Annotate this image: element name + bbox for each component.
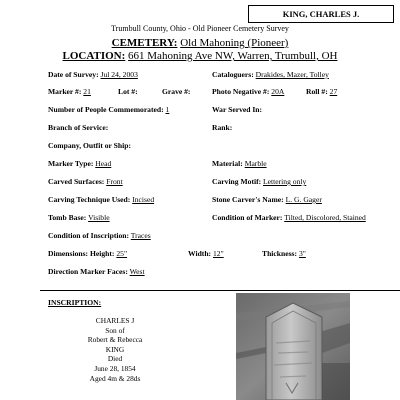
dimensions-height-label: Dimensions: Height: [48, 249, 115, 258]
branch-of-service-field [48, 123, 108, 132]
direction-label: Direction Marker Faces: [48, 267, 128, 276]
carving-motif-field [212, 177, 306, 186]
inscription-line: Robert & Rebecca [87, 335, 143, 345]
grave-number-label: Grave #: [162, 87, 191, 96]
thickness-label: Thickness: [262, 249, 298, 258]
date-of-survey-field [48, 70, 138, 79]
condition-of-marker-value: Tilted, Discolored, Stained [284, 213, 366, 222]
carved-surfaces-field [48, 177, 123, 186]
carved-surfaces-value: Front [106, 177, 123, 186]
inscription-line: Aged 4m & 28ds [89, 373, 141, 383]
rank-field [212, 123, 232, 132]
company-field [48, 141, 131, 150]
cemetery-value: Old Mahoning (Pioneer) [180, 37, 289, 49]
cemetery-line [0, 37, 400, 49]
width-field [188, 249, 224, 258]
war-served-label: War Served In: [212, 105, 263, 114]
lot-number-label: Lot #: [118, 87, 138, 96]
marker-type-field [48, 159, 111, 168]
inscription-line: KING [105, 344, 125, 354]
roll-number-field [306, 87, 337, 96]
inscription-text [60, 316, 170, 383]
people-commemorated-field [48, 105, 169, 114]
condition-of-marker-label: Condition of Marker: [212, 213, 283, 222]
inscription-line: Son of [105, 325, 125, 335]
photo-negative-label: Photo Negative #: [212, 87, 270, 96]
lot-number-field [118, 87, 138, 96]
marker-type-label: Marker Type: [48, 159, 94, 168]
dimensions-height-value: 25" [116, 249, 128, 258]
company-label: Company, Outfit or Ship: [48, 141, 131, 150]
location-label: LOCATION: [62, 50, 126, 62]
inscription-line: Died [107, 354, 123, 364]
material-label: Material: [212, 159, 243, 168]
material-field [212, 159, 267, 168]
condition-of-marker-field [212, 213, 366, 222]
carving-motif-value: Lettering only [263, 177, 307, 186]
carving-technique-field [48, 195, 154, 204]
direction-field [48, 267, 145, 276]
direction-value: West [129, 267, 145, 276]
marker-number-value: 21 [83, 87, 91, 96]
inscription-line: CHARLES J [95, 316, 135, 325]
width-label: Width: [188, 249, 212, 258]
cataloguers-value: Drakides, Mazer, Tolley [255, 70, 329, 79]
war-served-field [212, 105, 262, 114]
cemetery-label: CEMETERY: [111, 37, 178, 49]
branch-of-service-label: Branch of Service: [48, 123, 109, 132]
marker-number-label: Marker #: [48, 87, 82, 96]
record-name-box: KING, CHARLES J. [248, 5, 394, 23]
grave-number-field [162, 87, 190, 96]
stone-carver-value: L. G. Gager [285, 195, 322, 204]
roll-number-label: Roll #: [306, 87, 328, 96]
condition-of-inscription-field [48, 231, 151, 240]
thickness-field [262, 249, 306, 258]
people-commemorated-label: Number of People Commemorated: [48, 105, 164, 114]
carving-technique-label: Carving Technique Used: [48, 195, 131, 204]
inscription-line: June 28, 1854 [94, 363, 136, 373]
width-value: 12" [212, 249, 224, 258]
section-divider [40, 290, 400, 291]
tomb-base-value: Visible [88, 213, 110, 222]
cataloguers-label: Cataloguers: [212, 70, 254, 79]
roll-number-value: 27 [329, 87, 338, 96]
location-value: 661 Mahoning Ave NW, Warren, Trumbull, OH [128, 50, 338, 62]
cataloguers-field [212, 70, 329, 79]
carving-motif-label: Carving Motif: [212, 177, 262, 186]
carving-technique-value: Incised [132, 195, 155, 204]
material-value: Marble [244, 159, 267, 168]
photo-negative-field [212, 87, 284, 96]
people-commemorated-value: 1 [165, 105, 170, 114]
inscription-heading: INSCRIPTION: [48, 298, 102, 307]
condition-of-inscription-value: Traces [130, 231, 151, 240]
stone-carver-field [212, 195, 322, 204]
gravestone-photo [236, 293, 350, 400]
stone-carver-label: Stone Carver's Name: [212, 195, 284, 204]
carved-surfaces-label: Carved Surfaces: [48, 177, 105, 186]
marker-number-field [48, 87, 91, 96]
thickness-value: 3" [298, 249, 306, 258]
condition-of-inscription-label: Condition of Inscription: [48, 231, 130, 240]
survey-title: Trumbull County, Ohio - Old Pioneer Cemetery Survey [111, 24, 289, 33]
date-of-survey-value: Jul 24, 2003 [100, 70, 138, 79]
marker-type-value: Head [95, 159, 112, 168]
photo-negative-value: 20A [271, 87, 285, 96]
rank-label: Rank: [212, 123, 233, 132]
date-of-survey-label: Date of Survey: [48, 70, 99, 79]
tomb-base-field [48, 213, 110, 222]
tomb-base-label: Tomb Base: [48, 213, 87, 222]
location-line [0, 50, 400, 62]
dimensions-height-field [48, 249, 127, 258]
